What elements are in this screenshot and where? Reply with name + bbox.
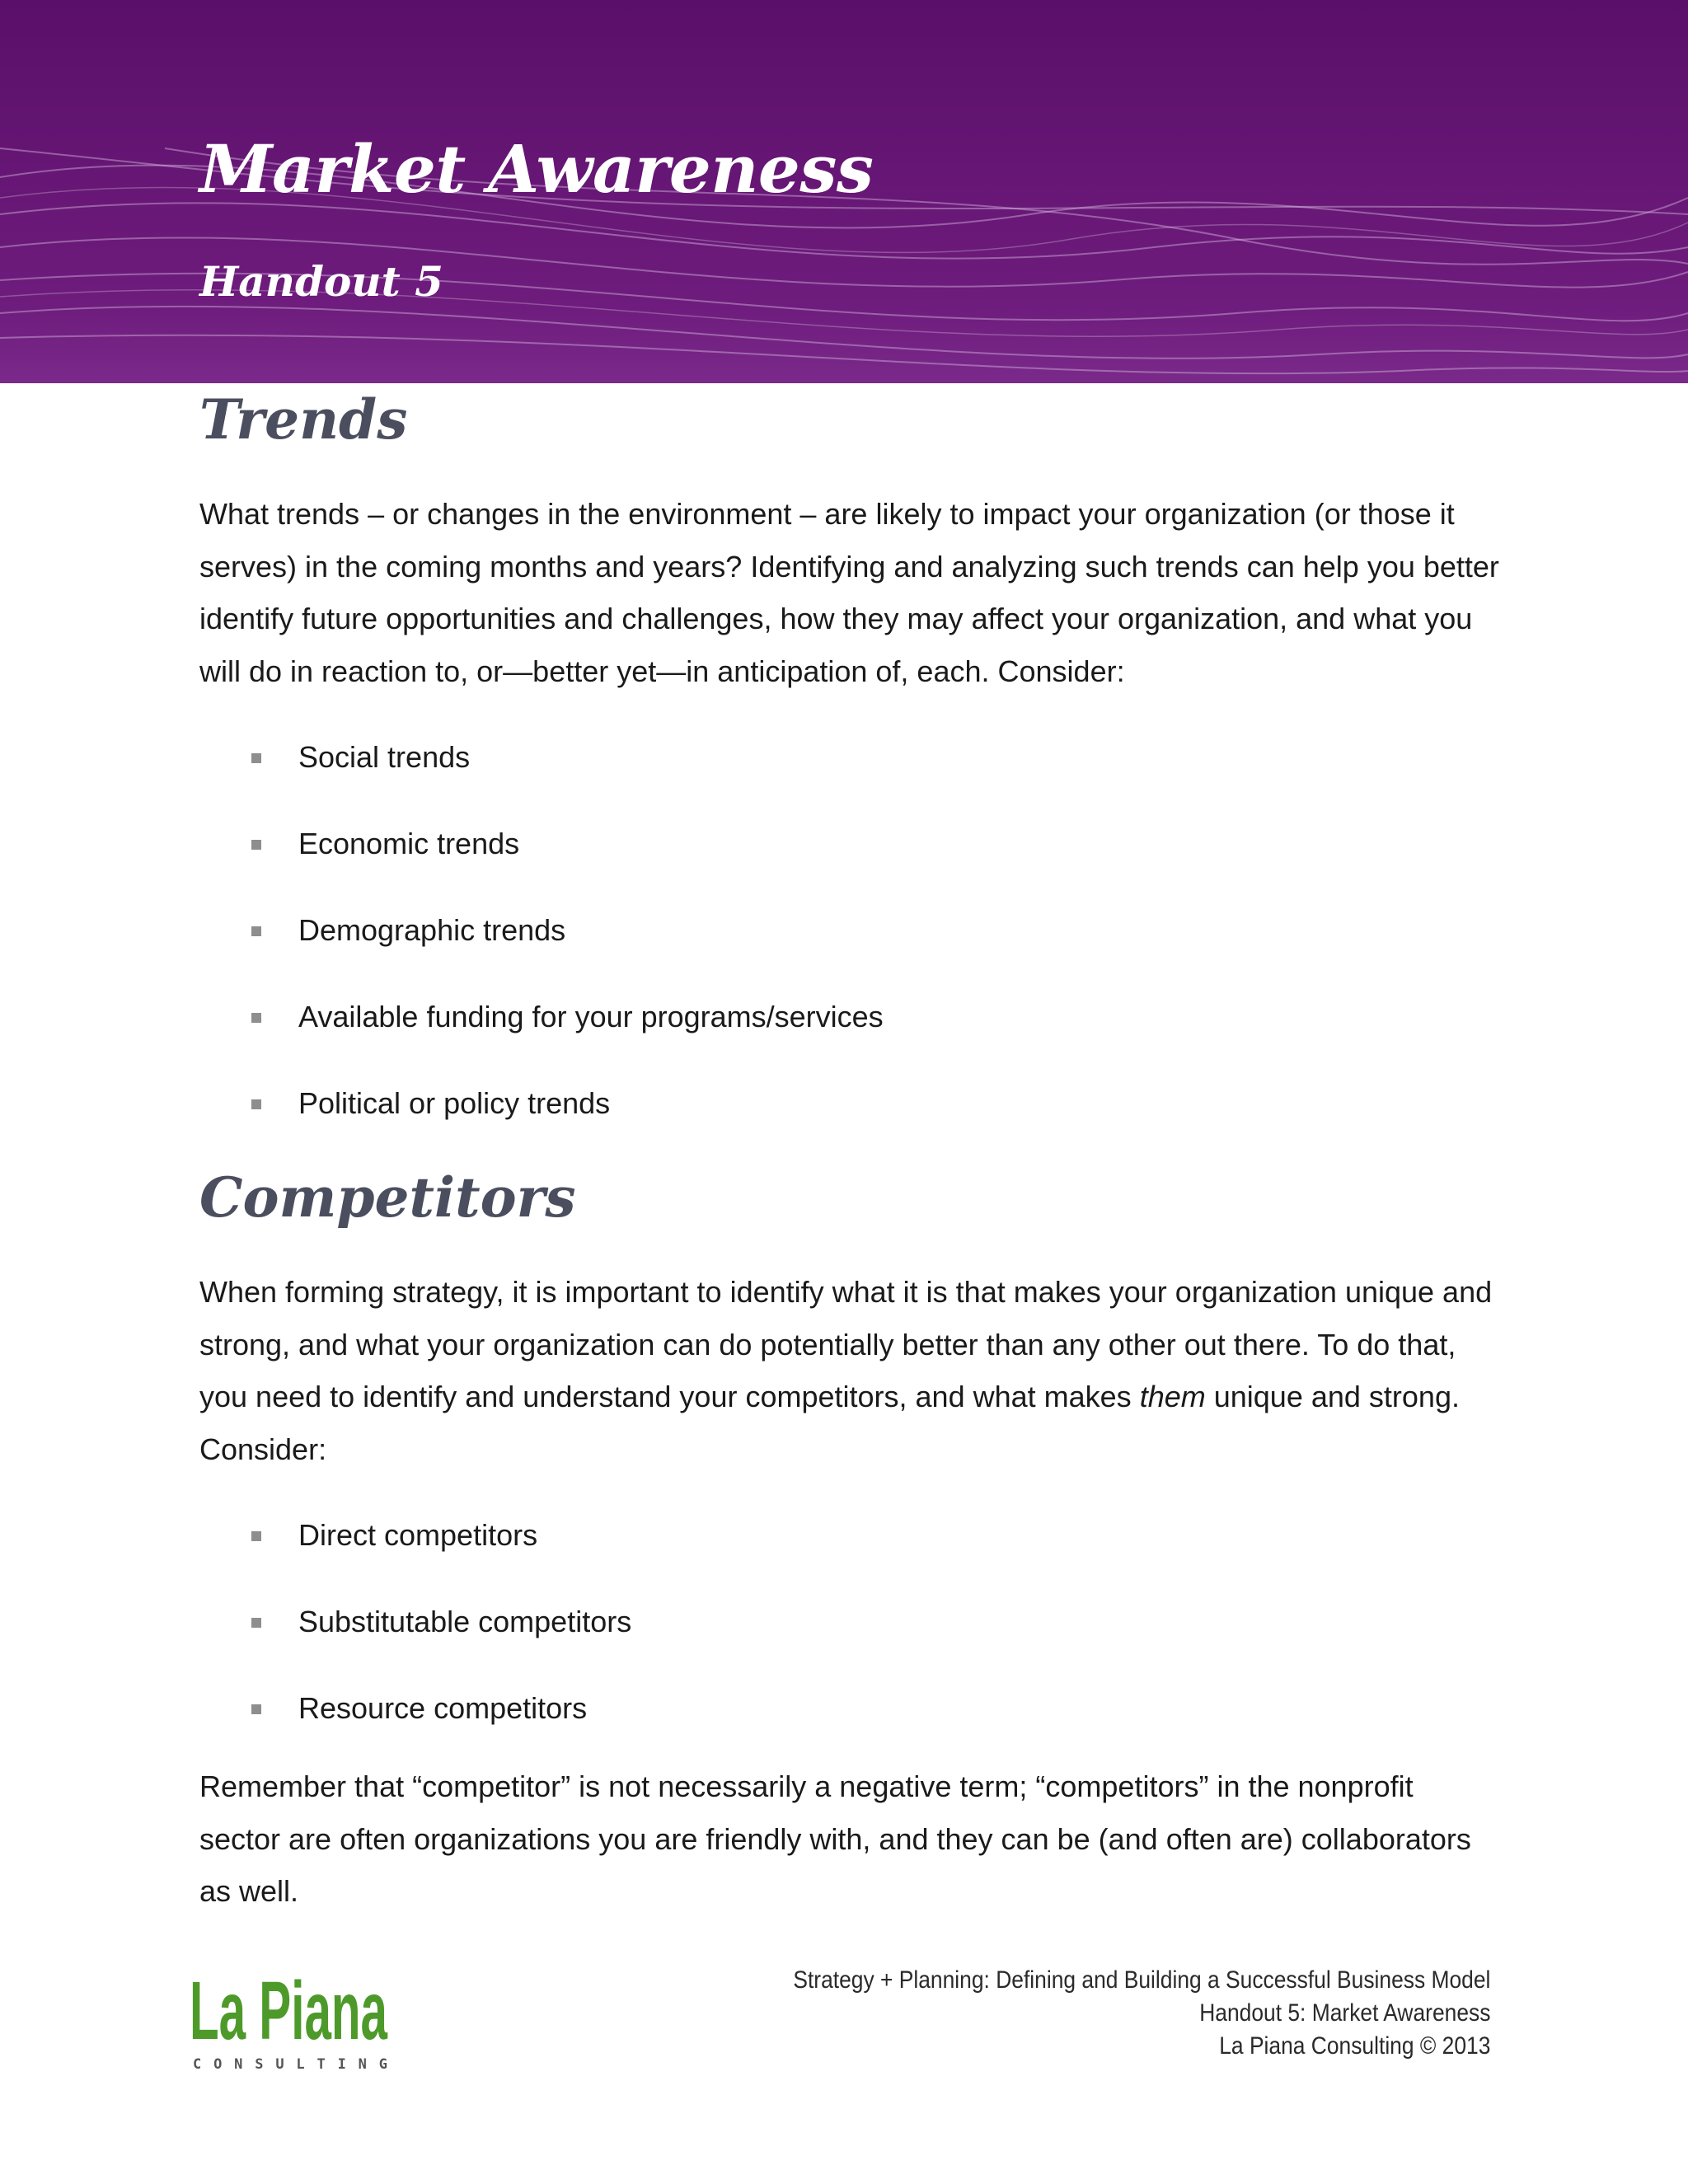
competitors-heading: Competitors [199, 1165, 576, 1230]
footer-credits [793, 1964, 1490, 2063]
trends-paragraph: What trends – or changes in the environment – are likely to impact your organization (or those it serves) in the coming months and years? Identifying and analyzing such trends can help you better identify future opportunities and challenges, how they may affect your organization, and what you will do in reaction to, or—better yet—in anticipation of, each. Consider: [199, 497, 1499, 688]
square-bullet-icon [251, 1531, 261, 1541]
square-bullet-icon [251, 926, 261, 936]
list-item-text: Political or policy trends [298, 1086, 611, 1120]
trends-heading: Trends [199, 387, 408, 452]
list-item-text: Direct competitors [298, 1518, 538, 1552]
footer-line-course: Strategy + Planning: Defining and Building a Successful Business Model [792, 1966, 1490, 1994]
paragraph-text: unique and strong. Consider: [199, 1380, 1460, 1466]
la-piana-logo [190, 1966, 392, 2074]
list-item-text: Available funding for your programs/services [298, 1000, 884, 1033]
page-subtitle: Handout 5 [199, 257, 443, 306]
square-bullet-icon [251, 1618, 261, 1628]
logo-wordmark: La Piana [190, 1965, 388, 2057]
footer-line-handout: Handout 5: Market Awareness [1198, 1999, 1490, 2027]
square-bullet-icon [251, 1099, 261, 1109]
square-bullet-icon [251, 1013, 261, 1023]
footer-line-copyright: La Piana Consulting © 2013 [1218, 2032, 1490, 2060]
paragraph-text: When forming strategy, it is important to identify what it is that makes your organization unique and strong, and what your organization can do potentially better than any other out there. To do that, you need to identify and understand your competitors, and what makes [199, 1275, 1493, 1413]
list-item-text: Substitutable competitors [298, 1605, 632, 1638]
list-item-text: Resource competitors [298, 1691, 588, 1725]
page-title: Market Awareness [199, 130, 874, 208]
logo-subtext: CONSULTING [193, 2056, 387, 2073]
list-item-text: Economic trends [298, 827, 520, 860]
square-bullet-icon [251, 840, 261, 850]
square-bullet-icon [251, 1704, 261, 1714]
list-item-text: Social trends [298, 740, 471, 774]
header-banner [0, 0, 1688, 383]
emphasis-text: them [1139, 1380, 1206, 1413]
competitors-closing: Remember that “competitor” is not necessarily a negative term; “competitors” in the nonprofit sector are often organizations you are friendly with, and they can be (and often are) collaborators as well. [199, 1769, 1471, 1908]
square-bullet-icon [251, 753, 261, 763]
competitors-paragraph [199, 1266, 1502, 1475]
list-item-text: Demographic trends [298, 913, 566, 947]
decorative-waves [0, 0, 1688, 429]
